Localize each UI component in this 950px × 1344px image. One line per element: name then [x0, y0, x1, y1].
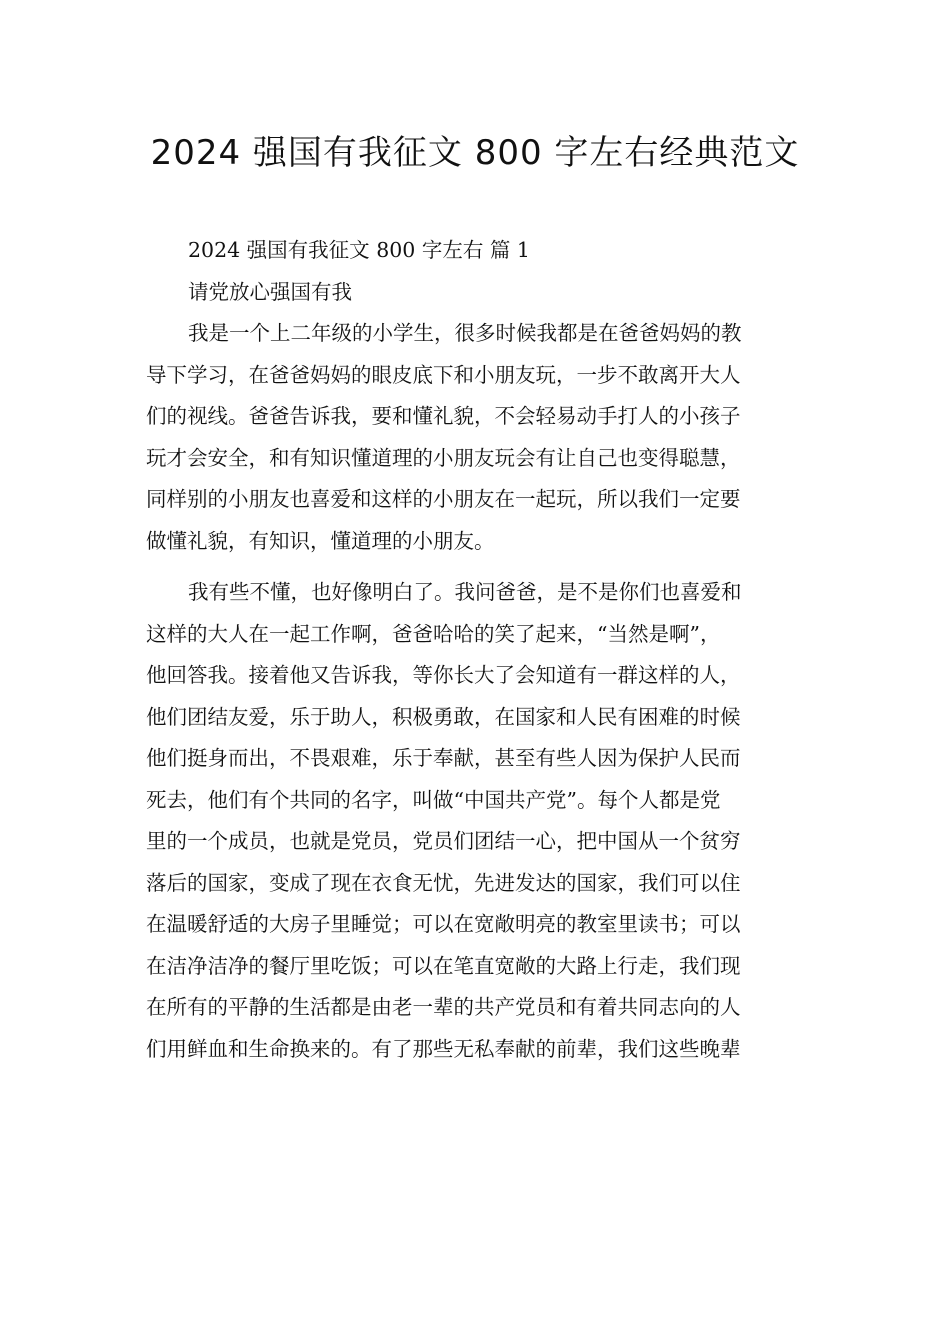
paragraph-line: 做懂礼貌，有知识，懂道理的小朋友。	[146, 528, 495, 553]
paragraph-1	[146, 313, 806, 562]
paragraph-gap	[146, 562, 806, 572]
paragraph-line: 在温暖舒适的大房子里睡觉；可以在宽敞明亮的教室里读书；可以	[146, 912, 741, 936]
paragraph-2	[146, 572, 806, 1070]
paragraph-line: 在洁净洁净的餐厅里吃饭；可以在笔直宽敞的大路上行走，我们现	[146, 953, 741, 978]
paragraph-line: 在所有的平静的生活都是由老一辈的共产党员和有着共同志向的人	[146, 995, 741, 1019]
paragraph-line: 他们团结友爱，乐于助人，积极勇敢，在国家和人民有困难的时候	[146, 704, 741, 729]
paragraph-line: 玩才会安全，和有知识懂道理的小朋友玩会有让自己也变得聪慧，	[146, 445, 741, 470]
paragraph-line: 我是一个上二年级的小学生，很多时候我都是在爸爸妈妈的教	[188, 321, 742, 345]
paragraph-line: 这样的大人在一起工作啊，爸爸哈哈的笑了起来，“当然是啊”，	[146, 621, 721, 646]
paragraph-line: 他回答我。接着他又告诉我，等你长大了会知道有一群这样的人，	[146, 663, 741, 687]
paragraph-line: 落后的国家，变成了现在衣食无忧，先进发达的国家，我们可以住	[146, 870, 741, 895]
document-body	[146, 230, 806, 1070]
paragraph-line: 们的视线。爸爸告诉我，要和懂礼貌，不会轻易动手打人的小孩子	[146, 404, 741, 428]
document-title: 2024 强国有我征文 800 字左右经典范文	[150, 133, 800, 173]
paragraph-line: 导下学习，在爸爸妈妈的眼皮底下和小朋友玩，一步不敢离开大人	[146, 362, 741, 387]
paragraph-line: 他们挺身而出，不畏艰难，乐于奉献，甚至有些人因为保护人民而	[146, 746, 741, 770]
paragraph-line: 里的一个成员，也就是党员，党员们团结一心，把中国从一个贫穷	[146, 829, 741, 853]
paragraph-line: 们用鲜血和生命换来的。有了那些无私奉献的前辈，我们这些晚辈	[146, 1036, 741, 1061]
paragraph-line: 同样别的小朋友也喜爱和这样的小朋友在一起玩，所以我们一定要	[146, 487, 741, 511]
section-subtitle: 2024 强国有我征文 800 字左右 篇 1	[188, 238, 530, 262]
paragraph-line: 我有些不懂，也好像明白了。我问爸爸，是不是你们也喜爱和	[188, 580, 742, 604]
section-heading: 请党放心强国有我	[188, 279, 352, 304]
paragraph-line: 死去，他们有个共同的名字，叫做“中国共产党”。每个人都是党	[146, 787, 721, 812]
